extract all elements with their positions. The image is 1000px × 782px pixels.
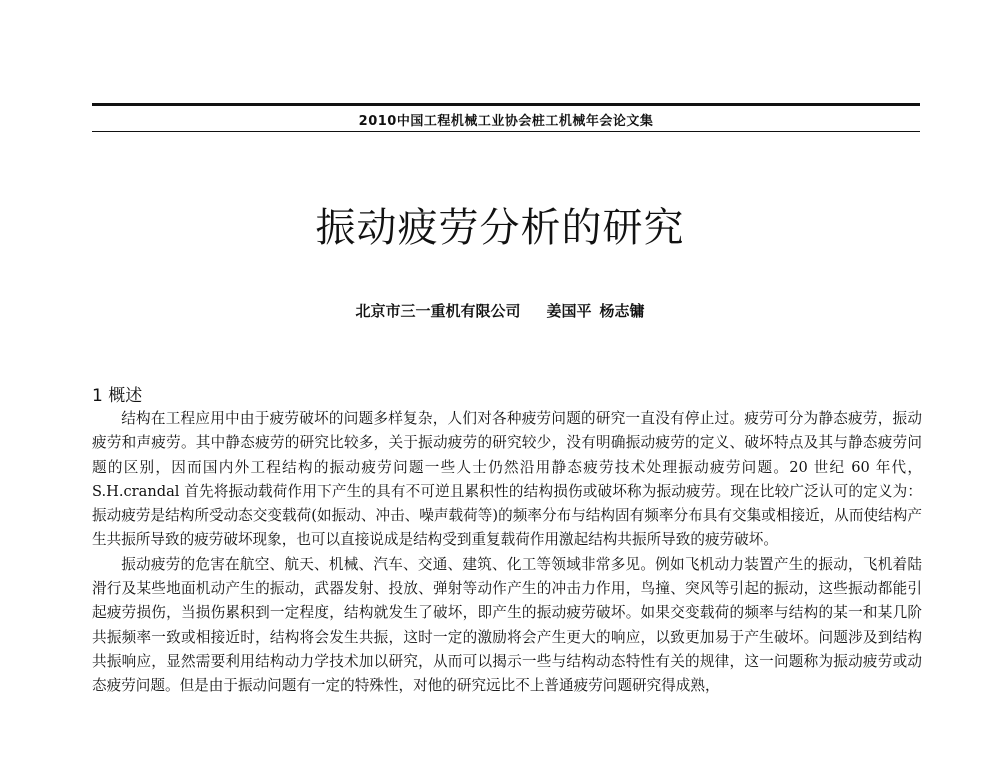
header-rule-bottom (92, 131, 920, 132)
byline (0, 300, 1000, 321)
paper-title: 振动疲劳分析的研究 (315, 205, 685, 251)
header-rule-top (92, 103, 920, 106)
author-name: 姜国平 (546, 302, 592, 320)
affiliation: 北京市三一重机有限公司 (355, 302, 521, 320)
paragraph: 结构在工程应用中由于疲劳破坏的问题多样复杂，人们对各种疲劳问题的研究一直没有停止过。疲劳可分为静态疲劳，振动疲劳和声疲劳。其中静态疲劳的研究比较多，关于振动疲劳的研究较少，没有明确振动疲劳的定义、破坏特点及其与静态疲劳问题的区别，因而国内外工程结构的振动疲劳问题一些人士仍然沿用静态疲劳技术处理振动疲劳问题。20 世纪 60 年代，S.H.crandal 首先将振动载荷作用下产生的具有不可逆且累积性的结构损伤或破坏称为振动疲劳。现在比较广泛认可的定义为：振动疲劳是结构所受动态交变载荷(如振动、冲击、噪声载荷等)的频率分布与结构固有频率分布具有交集或相接近，从而使结构产生共振所导致的疲劳破坏现象，也可以直接说成是结构受到重复载荷作用激起结构共振所导致的疲劳破坏。 (92, 410, 922, 549)
author-name: 杨志镛 (599, 302, 645, 320)
section-body (92, 407, 922, 699)
paragraph: 振动疲劳的危害在航空、航天、机械、汽车、交通、建筑、化工等领域非常多见。例如飞机动力装置产生的振动，飞机着陆滑行及某些地面机动产生的振动，武器发射、投放、弹射等动作产生的冲击力作用，鸟撞、突风等引起的振动，这些振动都能引起疲劳损伤，当损伤累积到一定程度，结构就发生了破坏，即产生的振动疲劳破坏。如果交变载荷的频率与结构的某一和某几阶共振频率一致或相接近时，结构将会发生共振，这时一定的激励将会产生更大的响应，以致更加易于产生破坏。问题涉及到结构共振响应，显然需要利用结构动力学技术加以研究，从而可以揭示一些与结构动态特性有关的规律，这一问题称为振动疲劳或动态疲劳问题。但是由于振动问题有一定的特殊性，对他的研究远比不上普通疲劳问题研究得成熟， (92, 555, 922, 695)
section-heading: 1 概述 (92, 386, 143, 406)
running-header: 2010中国工程机械工业协会桩工机械年会论文集 (358, 114, 654, 129)
